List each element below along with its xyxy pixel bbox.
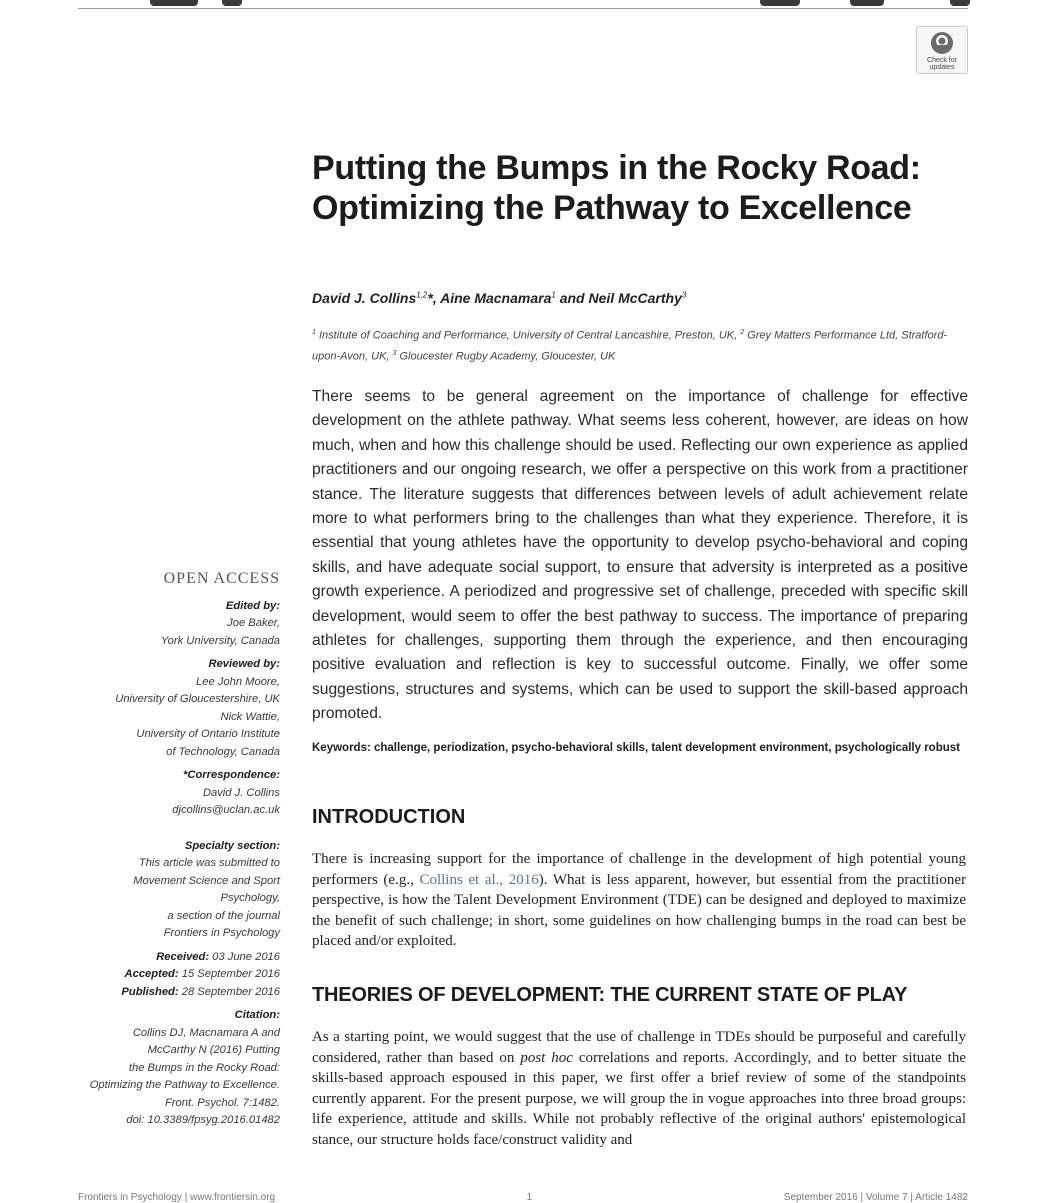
header-logo-fragment bbox=[760, 0, 800, 6]
affil-sup: 3 bbox=[392, 349, 397, 357]
accepted-label: Accepted: bbox=[124, 968, 179, 980]
published-value: 28 September 2016 bbox=[178, 985, 280, 998]
affiliations bbox=[312, 324, 962, 365]
affil-text: Gloucester Rugby Academy, Gloucester, UK bbox=[396, 350, 616, 363]
author-affil-sup: 1 bbox=[551, 290, 556, 300]
reviewer-name: Nick Wattie, bbox=[220, 710, 280, 723]
specialty-line: Movement Science and Sport bbox=[133, 874, 280, 887]
reviewed-by-section bbox=[60, 656, 280, 761]
received-date bbox=[60, 949, 280, 967]
author-name[interactable]: David J. Collins bbox=[312, 290, 417, 306]
article-title: Putting the Bumps in the Rocky Road: Optimizing the Pathway to Excellence bbox=[312, 149, 921, 227]
citation-line: McCarthy N (2016) Putting bbox=[147, 1044, 280, 1056]
author-affil-sup: 3 bbox=[681, 290, 687, 300]
citation-line: Optimizing the Pathway to Excellence. bbox=[89, 1079, 280, 1091]
accepted-value: 15 September 2016 bbox=[178, 968, 280, 980]
specialty-line: Psychology, bbox=[220, 892, 280, 904]
intro-text: ). What is less apparent, however, but essential from the practitioner perspective, is how the Talent Development Environment (TDE) can be designed and deployed to maximize the benefit of such challenge; in short, some guidelines on how challenging bumps in the road can best be placed and/or exploited. bbox=[312, 871, 966, 949]
affil-text: Institute of Coaching and Performance, University of Central Lancashire, Preston, UK, bbox=[315, 329, 741, 342]
correspondence-label: *Correspondence: bbox=[183, 769, 280, 781]
open-access-label: OPEN ACCESS bbox=[163, 570, 280, 587]
citation-line: Front. Psychol. 7:1482. bbox=[164, 1096, 280, 1109]
introduction-heading: INTRODUCTION bbox=[312, 806, 466, 828]
abstract: There seems to be general agreement on the importance of challenge for effective development on the athlete pathway. What seems less coherent, however, are ideas on how much, when and how this challenge should be used. Reflecting our own experience as applied practitioners and our ongoing research, we offer a perspective on this work from a practitioner stance. The literature suggests that differences between levels of adult achievement relate more to what performers bring to the challenges than what they experience. Therefore, it is essential that young athletes have the opportunity to develop psycho-behavioral and coping skills, and have adequate social support, to ensure that adversity is interpreted as a positive growth experience. A periodized and progressive set of challenge, preceded with specific skill development, would seem to offer the best pathway to success. The importance of preparing athletes for challenges, supporting them through the experience, and then encouraging positive evaluation and reflection is key to successful outcome. Finally, we offer some suggestions, structures and systems, which can be used to support the skill-based approach promoted. bbox=[312, 388, 968, 723]
header-logo-fragment bbox=[150, 0, 198, 6]
theories-heading: THEORIES OF DEVELOPMENT: THE CURRENT STATE OF PLAY bbox=[312, 984, 908, 1006]
accepted-date bbox=[60, 966, 280, 984]
corresponding-star: * bbox=[427, 290, 433, 306]
reviewer-affiliation: University of Ontario Institute bbox=[136, 728, 280, 740]
check-for-updates-badge[interactable] bbox=[916, 26, 968, 74]
affil-sup: 1 bbox=[312, 329, 316, 336]
correspondence-section bbox=[60, 767, 280, 820]
footer-page-number: 1 bbox=[526, 1192, 533, 1203]
reviewer-name: Lee John Moore, bbox=[196, 675, 280, 688]
edited-by-section bbox=[60, 598, 280, 651]
badge-label-line: updates bbox=[929, 64, 955, 71]
header-logo-fragment bbox=[222, 0, 242, 6]
badge-label-line: Check for bbox=[927, 57, 957, 64]
check-for-updates-label bbox=[927, 57, 957, 71]
article-info-sidebar bbox=[60, 570, 280, 1136]
author-separator: , bbox=[432, 290, 441, 306]
correspondence-name: David J. Collins bbox=[202, 786, 280, 799]
theories-italic: post hoc bbox=[520, 1049, 573, 1066]
author-separator: and bbox=[555, 290, 589, 306]
author-name[interactable]: Neil McCarthy bbox=[588, 290, 682, 306]
citation-section bbox=[60, 1007, 280, 1130]
specialty-line: a section of the journal bbox=[167, 909, 280, 922]
check-for-updates-icon bbox=[929, 30, 955, 56]
received-value: 03 June 2016 bbox=[209, 950, 280, 963]
page-footer bbox=[78, 1192, 968, 1203]
citation-line: the Bumps in the Rocky Road: bbox=[128, 1061, 280, 1074]
header-logo-fragment bbox=[950, 0, 970, 6]
theories-text: As a starting point, we would suggest that the use of challenge in TDEs should be purposeful and carefully considered, rather than based on bbox=[312, 1029, 966, 1066]
theories-paragraph bbox=[312, 1027, 966, 1150]
author-list bbox=[312, 290, 962, 306]
affil-sup: 2 bbox=[740, 329, 745, 336]
reviewer-affiliation: of Technology, Canada bbox=[166, 745, 280, 758]
author-affil-sup: 1,2 bbox=[416, 290, 428, 300]
footer-issue: September 2016 | Volume 7 | Article 1482 bbox=[783, 1192, 968, 1203]
affil-text: Grey Matters Performance Ltd, Stratford-upon-Avon, UK, bbox=[312, 329, 948, 363]
published-date bbox=[60, 984, 280, 1002]
header-rule bbox=[78, 8, 968, 9]
specialty-section bbox=[60, 838, 280, 943]
citation-doi[interactable]: doi: 10.3389/fpsyg.2016.01482 bbox=[126, 1114, 280, 1126]
citation-link[interactable]: Collins et al., 2016 bbox=[419, 871, 539, 888]
received-label: Received: bbox=[156, 950, 210, 963]
edited-by-label: Edited by: bbox=[225, 599, 280, 612]
keywords: Keywords: challenge, periodization, psycho-behavioral skills, talent development environment, psychologically robust bbox=[312, 742, 960, 754]
header-logo-fragment bbox=[850, 0, 884, 6]
author-name[interactable]: Aine Macnamara bbox=[440, 290, 552, 306]
dates-section bbox=[60, 949, 280, 1002]
reviewed-by-label: Reviewed by: bbox=[208, 658, 280, 670]
specialty-line: This article was submitted to bbox=[138, 857, 280, 869]
specialty-line: Frontiers in Psychology bbox=[163, 927, 280, 939]
specialty-label: Specialty section: bbox=[184, 839, 280, 852]
footer-journal: Frontiers in Psychology | www.frontiersin.org bbox=[78, 1192, 276, 1203]
editor-affiliation: York University, Canada bbox=[160, 634, 280, 647]
correspondence-email[interactable]: djcollins@uclan.ac.uk bbox=[172, 804, 280, 816]
citation-line: Collins DJ, Macnamara A and bbox=[132, 1026, 280, 1039]
citation-label: Citation: bbox=[234, 1009, 280, 1021]
theories-text: correlations and reports. Accordingly, and to better situate the skills-based approach espoused in this paper, we first offer a brief review of some of the standpoints currently apparent. For the present purpose, we will group the in vogue approaches into three broad groups: life experience, attitude and skills. While not probably reflective of the original authors' epistemological stance, our structure holds face/construct validity and bbox=[312, 1049, 966, 1148]
reviewer-affiliation: University of Gloucestershire, UK bbox=[115, 693, 280, 705]
introduction-paragraph bbox=[312, 849, 966, 952]
intro-text: There is increasing support for the importance of challenge in the development of high potential young performers (e.g., bbox=[312, 851, 966, 888]
published-label: Published: bbox=[121, 985, 179, 998]
editor-name: Joe Baker, bbox=[227, 617, 280, 629]
